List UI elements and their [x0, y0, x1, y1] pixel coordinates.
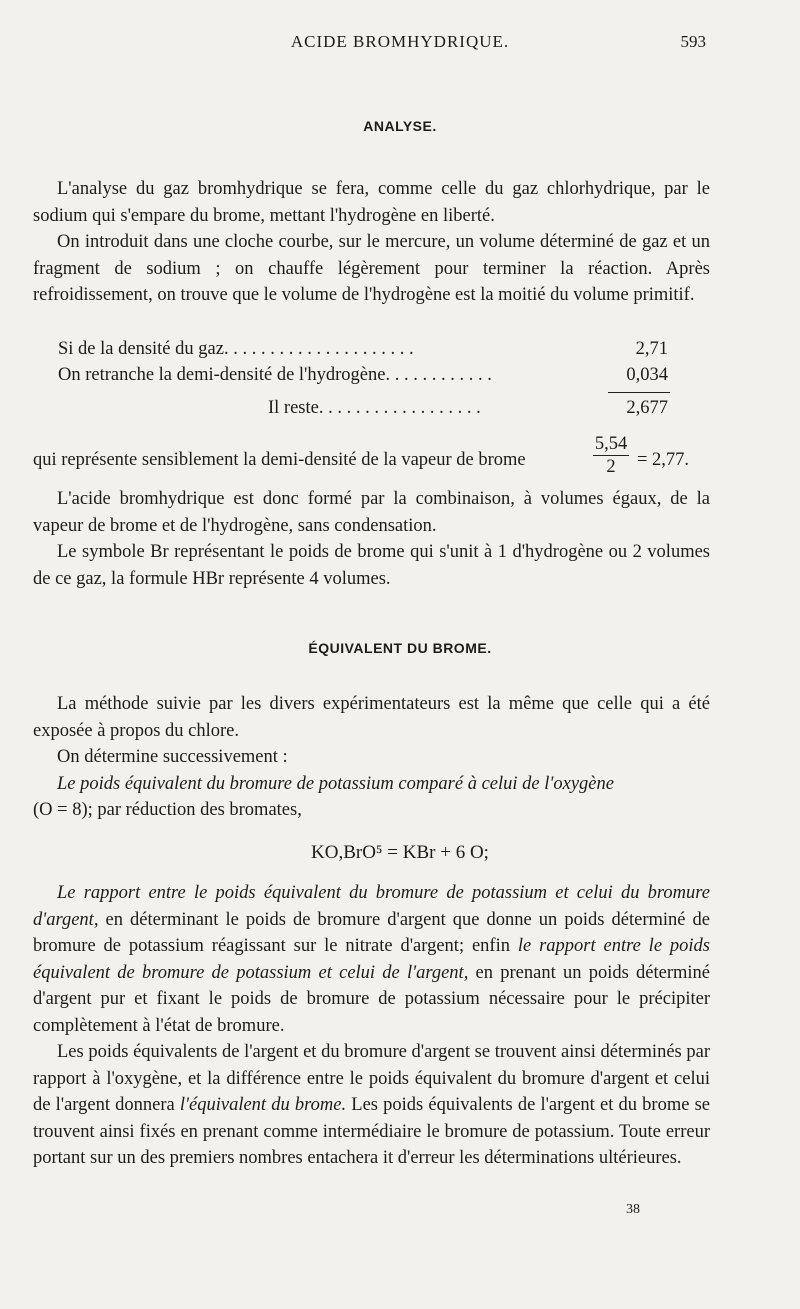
row-label: On retranche la demi-densité de l'hydrogène. . . . . . . . . . . . [58, 365, 492, 385]
page-number: 593 [680, 32, 706, 51]
density-row [0, 339, 800, 365]
subtraction-rule [608, 392, 670, 393]
row-value: 2,71 [635, 339, 668, 359]
fraction-denominator: 2 [606, 457, 616, 477]
section-heading-equivalent: ÉQUIVALENT DU BROME. [308, 640, 492, 656]
italic-text: Le rapport entre le poids équivalent du bromure de potassium et celui du bromure d'argent, [33, 883, 710, 930]
paragraph: La méthode suivie par les divers expérimentateurs est la même que celle qui a été exposée à propos du chlore. [33, 694, 710, 741]
equivalent-intro [33, 691, 710, 824]
paragraph: On détermine successivement : [57, 747, 288, 767]
italic-text: le rapport entre le poids équivalent de bromure de potassium et celui de l'argent, [33, 936, 710, 983]
row-value: 2,677 [626, 398, 668, 418]
paragraph [33, 771, 710, 798]
paragraph: (O = 8); par réduction des bromates, [33, 800, 302, 820]
row-label: Il reste. . . . . . . . . . . . . . . . . . [268, 398, 481, 418]
analyse-intro [33, 176, 710, 309]
fraction [593, 434, 629, 478]
density-row [0, 398, 800, 424]
text: Les poids équivalents de l'argent et du bromure d'argent se trouvent ainsi déterminés par rapport à l'oxygène, et la différence entre le poids équivalent du bromure d'argent et celui de l'argent donnera [33, 1042, 710, 1115]
italic-text: l'équivalent du brome. [179, 1095, 347, 1115]
text: en prenant un poids déterminé d'argent pur et fixant le poids de bromure de potassium nécessaire pour le précipiter complètement à l'état de bromure. [33, 962, 710, 1036]
italic-text: Le poids équivalent du bromure de potassium comparé à celui de l'oxygène [57, 773, 614, 794]
equivalent-body [33, 880, 710, 1172]
vapour-text: qui représente sensiblement la demi-densité de la vapeur de brome [33, 450, 526, 470]
text: Les poids équivalents de l'argent et du brome se trouvent ainsi fixés en prenant comme intermédiaire le bromure de potassium. Toute erreur portant sur un des premiers nombres entachera it d'erreur les déterminations ultérieures. [33, 1095, 711, 1168]
chemical-formula: KO,BrO⁵ = KBr + 6 O; [311, 842, 489, 863]
signature-mark: 38 [626, 1202, 640, 1217]
text: en déterminant le poids de bromure d'argent que donne un poids déterminé de bromure de potassium réagissant sur le nitrate d'argent; enfin [33, 909, 710, 956]
paragraph: Le symbole Br représentant le poids de brome qui s'unit à 1 d'hydrogène ou 2 volumes de ce gaz, la formule HBr représente 4 volumes. [33, 542, 710, 589]
running-head [0, 30, 800, 54]
paragraph: L'acide bromhydrique est donc formé par la combinaison, à volumes égaux, de la vapeur de brome et de l'hydrogène, sans condensation. [33, 489, 710, 536]
fraction-result: = 2,77. [637, 450, 690, 470]
section-heading-analyse: ANALYSE. [363, 118, 437, 134]
paragraph [33, 1039, 710, 1172]
paragraph: On introduit dans une cloche courbe, sur le mercure, un volume déterminé de gaz et un fragment de sodium ; on chauffe légèrement pour terminer la réaction. Après refroidissement, on trouve que le volume de l'hydrogène est la moitié du volume primitif. [33, 232, 710, 305]
fraction-numerator: 5,54 [594, 434, 628, 454]
density-row [0, 365, 800, 391]
running-head-title: ACIDE BROMHYDRIQUE. [290, 32, 510, 51]
analyse-conclusion [33, 486, 710, 592]
row-label: Si de la densité du gaz. . . . . . . . . . . . . . . . . . . . . [58, 339, 414, 359]
vapour-density-line [33, 436, 710, 486]
paragraph [33, 880, 710, 1039]
paragraph: L'analyse du gaz bromhydrique se fera, comme celle du gaz chlorhydrique, par le sodium qui s'empare du brome, mettant l'hydrogène en liberté. [33, 179, 710, 226]
row-value: 0,034 [626, 365, 668, 385]
